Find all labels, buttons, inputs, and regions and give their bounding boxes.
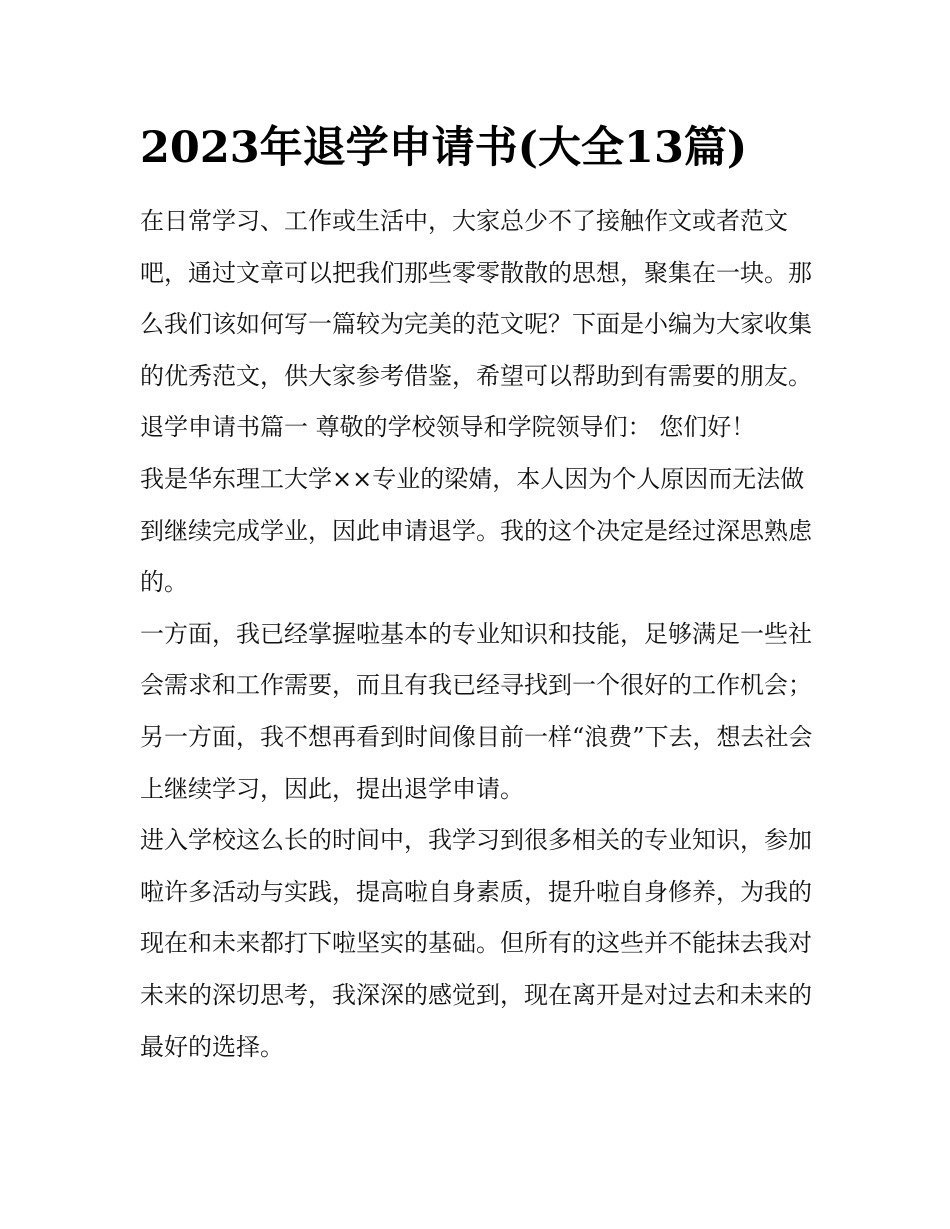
paragraph-reasons: 一方面，我已经掌握啦基本的专业知识和技能，足够满足一些社会需求和工作需要，而且有我已经寻找到一个很好的工作机会；另一方面，我不想再看到时间像目前一样“浪费”下去，想去社会上继续学习，因此，提出退学申请。 — [140, 619, 813, 803]
paragraph-reflection: 进入学校这么长的时间中，我学习到很多相关的专业知识，参加啦许多活动与实践，提高啦自身素质，提升啦自身修养，为我的现在和未来都打下啦坚实的基础。但所有的这些并不能抹去我对未来的深切思考，我深深的感觉到，现在离开是对过去和未来的最好的选择。 — [140, 826, 812, 1061]
paragraph-salutation: 退学申请书篇一 尊敬的学校领导和学院领导们： 您们好！ — [140, 413, 756, 442]
paragraph-self-introduction: 我是华东理工大学××专业的梁婧，本人因为个人原因而无法做到继续完成学业，因此申请退学。我的这个决定是经过深思熟虑的。 — [140, 464, 812, 597]
document-body — [140, 196, 816, 1073]
document-title: 2023年退学申请书(大全13篇) — [140, 123, 748, 173]
paragraph-intro: 在日常学习、工作或生活中，大家总少不了接触作文或者范文吧，通过文章可以把我们那些零零散散的思想，聚集在一块。那么我们该如何写一篇较为完美的范文呢？下面是小编为大家收集的优秀范文，供大家参考借鉴，希望可以帮助到有需要的朋友。 — [140, 207, 812, 390]
